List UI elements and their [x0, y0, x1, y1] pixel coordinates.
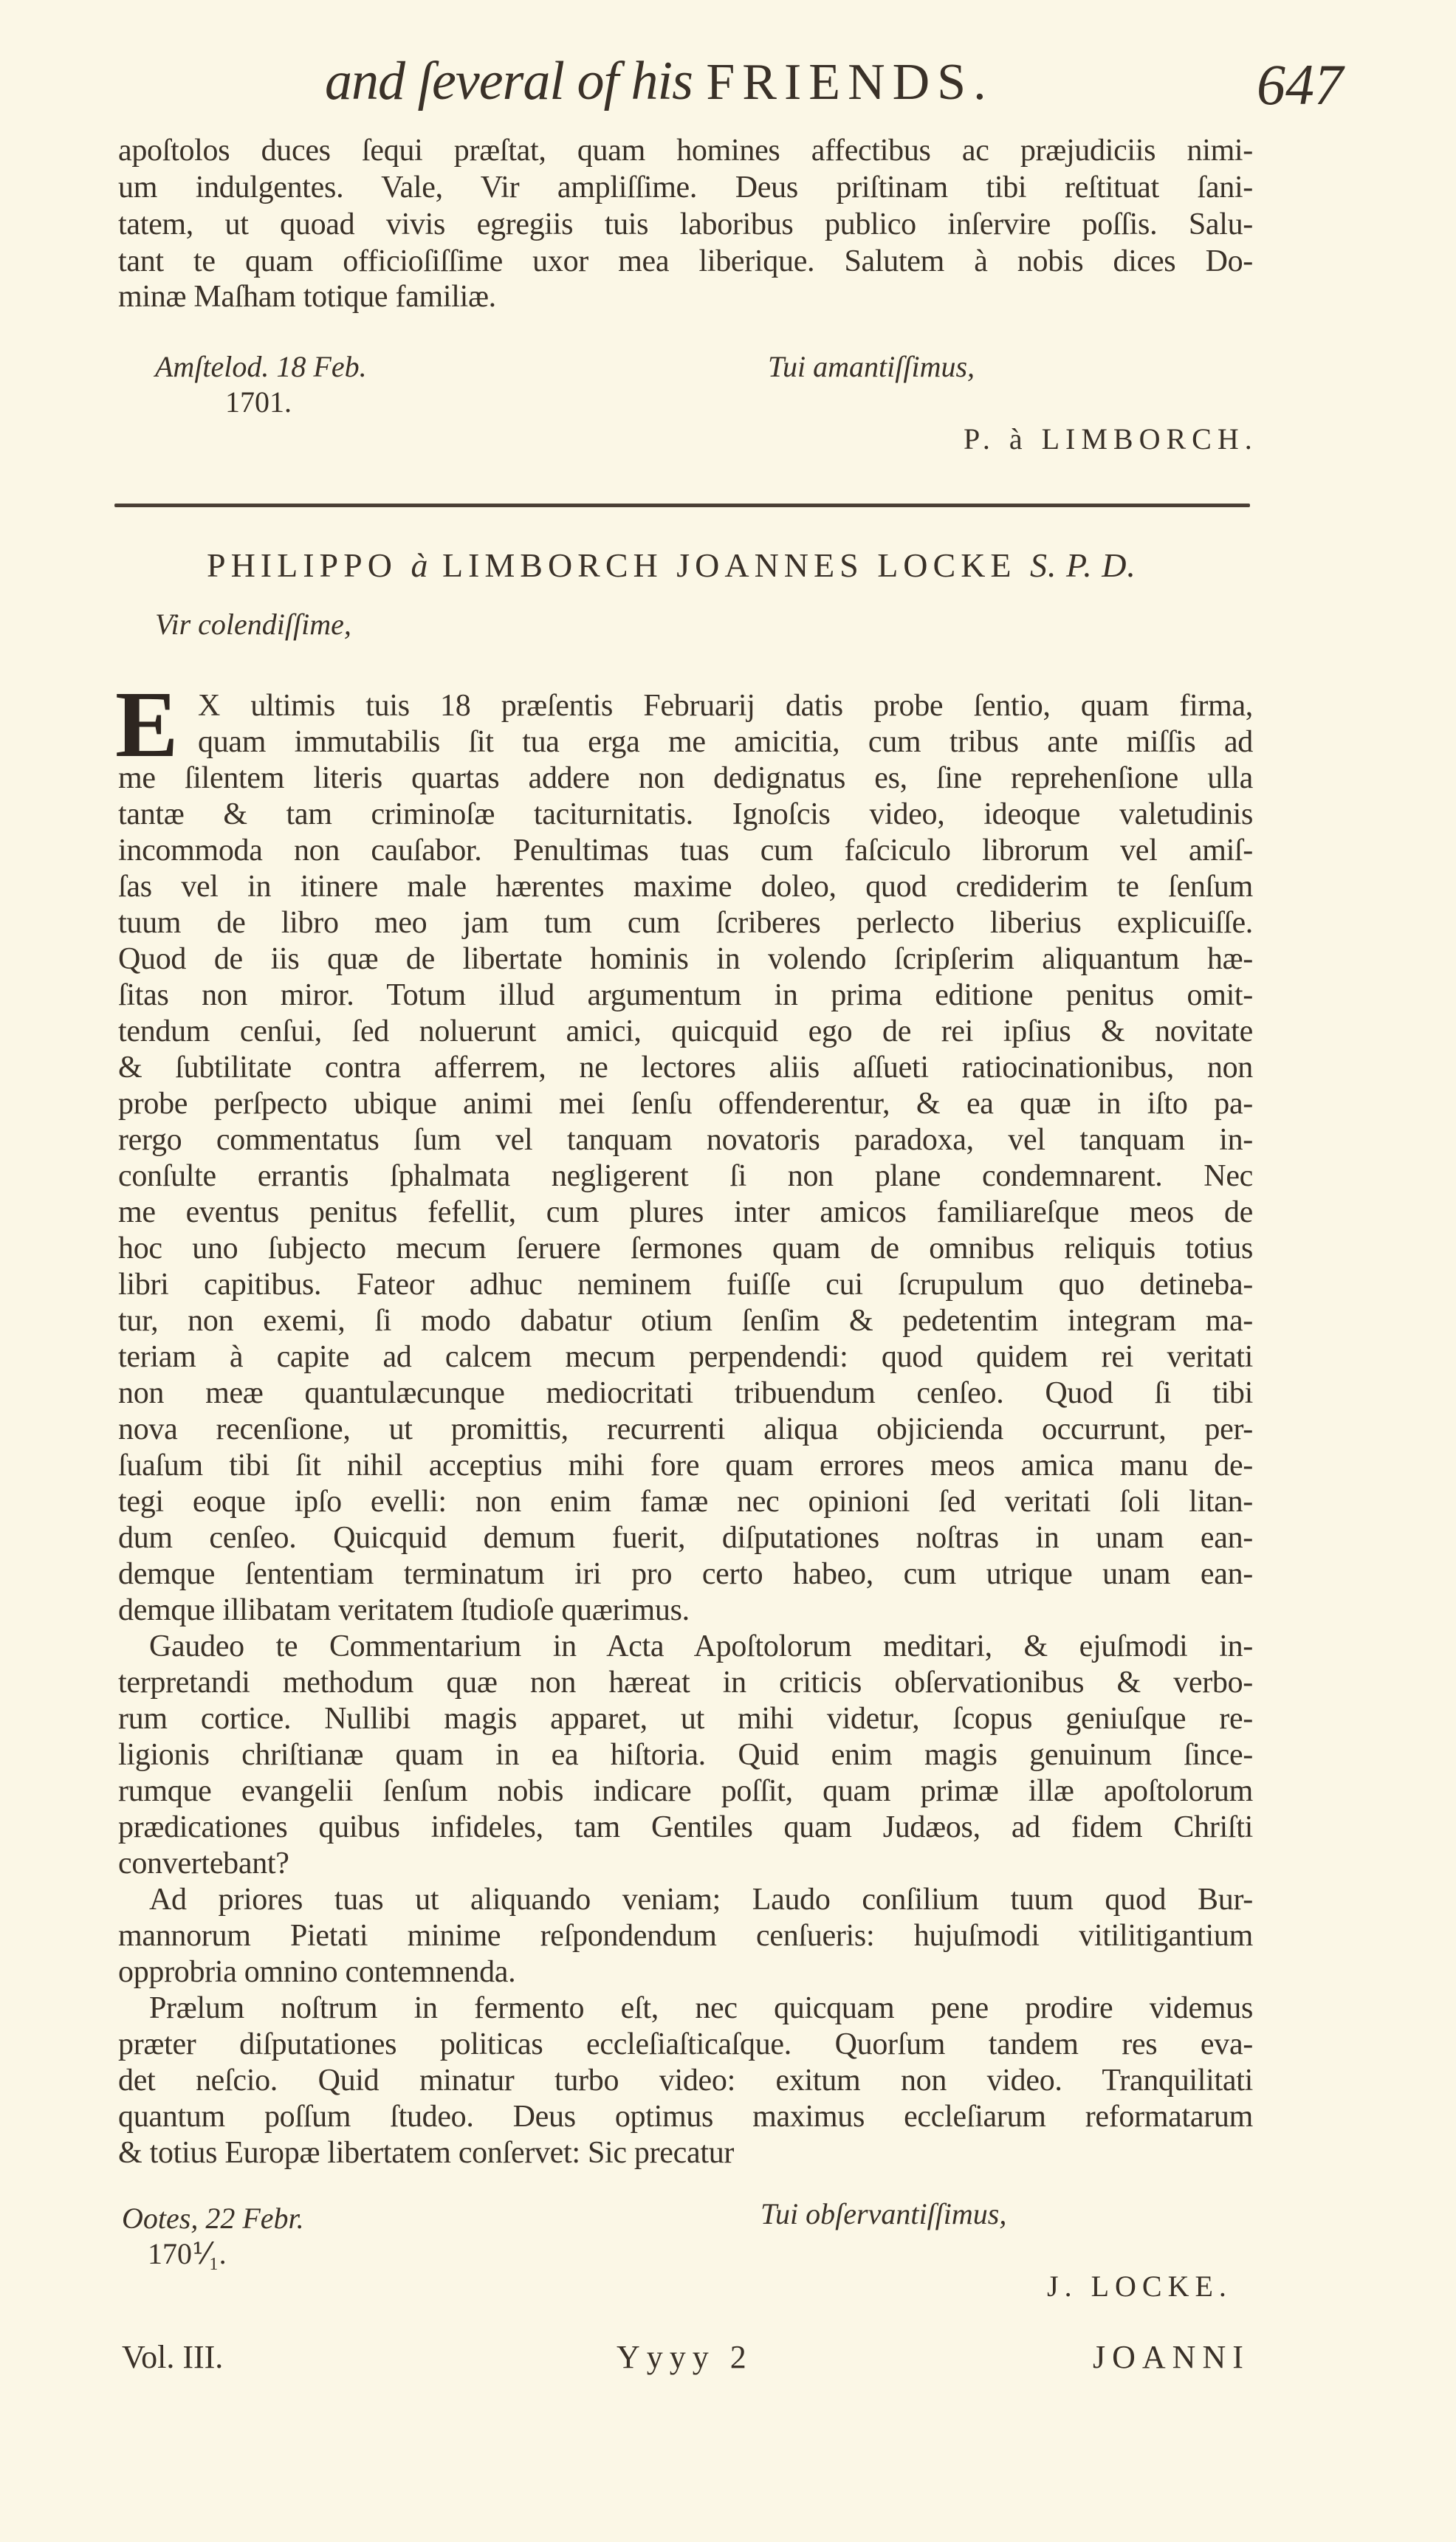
text-line: præter diſputationes politicas eccleſiaſticaſque. Quorſum tandem res eva- [118, 2027, 1253, 2061]
text-line: prædicationes quibus infideles, tam Gentiles quam Judæos, ad fidem Chriſti [118, 1810, 1253, 1844]
text-line: um indulgentes. Vale, Vir ampliſſime. Deus priſtinam tibi reſtituat ſani- [118, 171, 1253, 205]
text-line: probe perſpecto ubique animi mei ſenſu offenderentur, & ea quæ in iſto pa- [118, 1087, 1253, 1121]
text-line: mannorum Pietati minime reſpondendum cenſueris: hujuſmodi vitilitigantium [118, 1919, 1253, 1953]
text-line: minæ Maſham totique familiæ. [118, 280, 496, 314]
text-line: me ſilentem literis quartas addere non dedignatus es, ſine reprehenſione ulla [118, 761, 1253, 795]
text-line: libri capitibus. Fateor adhuc neminem fuiſſe cui ſcrupulum quo detineba- [118, 1268, 1253, 1302]
text-line: tur, non exemi, ſi modo dabatur otium ſenſim & pedetentim integram ma- [118, 1304, 1253, 1338]
signature-mark: Yyyy 2 [617, 2339, 753, 2375]
text-line: rumque evangelii ſenſum nobis indicare poſſit, quam primæ illæ apoſtolorum [118, 1774, 1253, 1808]
running-head-italic: and ſeveral of his [325, 51, 693, 111]
text-line: tant te quam officioſiſſime uxor mea liberique. Salutem à nobis dices Do- [118, 244, 1253, 278]
heading-names: LIMBORCH JOANNES LOCKE [442, 546, 1017, 584]
text-line: hoc uno ſubjecto mecum ſeruere ſermones quam de omnibus reliquis totius [118, 1232, 1253, 1265]
text-line: rum cortice. Nullibi magis apparet, ut mihi videtur, ſcopus geniuſque re- [118, 1702, 1253, 1736]
drop-cap: E [115, 672, 179, 777]
text-line: tegi eoque ipſo evelli: non enim famæ nec opinioni ſed veritati ſoli litan- [118, 1485, 1253, 1519]
heading-greeting-abbrev: S. P. D. [1030, 546, 1136, 584]
text-line: conſulte errantis ſphalmata negligerent ſi non plane condemnarent. Nec [118, 1159, 1253, 1193]
text-line: ſuaſum tibi ſit nihil acceptius mihi fore quam errores meos amica manu de- [118, 1449, 1253, 1483]
text-line: tendum cenſui, ſed noluerunt amici, quicquid ego de rei ipſius & novitate [118, 1014, 1253, 1048]
text-line: Ad priores tuas ut aliquando veniam; Laudo conſilium tuum quod Bur- [149, 1883, 1253, 1917]
text-line: terpretandi methodum quæ non hæreat in criticis obſervationibus & verbo- [118, 1666, 1253, 1700]
page-number: 647 [1257, 52, 1343, 117]
year: 1701. [225, 385, 292, 419]
text-line: Quod de iis quæ de libertate hominis in volendo ſcripſerim aliquantum hæ- [118, 942, 1253, 976]
text-line: Prælum noſtrum in fermento eſt, nec quicquam pene prodire videmus [149, 1991, 1253, 2025]
year: 170⅟₁. [148, 2237, 227, 2270]
volume-label: Vol. III. [122, 2339, 224, 2375]
text-line: X ultimis tuis 18 præſentis Februarij datis probe ſentio, quam firma, [198, 689, 1253, 723]
letter-heading [207, 546, 1136, 585]
valediction: Tui amantiſſimus, [768, 350, 975, 383]
text-line: tantæ & tam criminoſæ taciturnitatis. Ignoſcis video, ideoque valetudinis [118, 797, 1253, 831]
valediction: Tui obſervantiſſimus, [760, 2197, 1007, 2230]
text-line: tatem, ut quoad vivis egregiis tuis laboribus publico inſervire poſſis. Salu- [118, 207, 1253, 241]
text-line: tuum de libro meo jam tum cum ſcriberes perlecto liberius explicuiſſe. [118, 906, 1253, 940]
signature: P. à LIMBORCH. [964, 422, 1258, 456]
text-line: & ſubtilitate contra afferrem, ne lectores aliis aſſueti ratiocinationibus, non [118, 1051, 1253, 1085]
signature: J. LOCKE. [1047, 2270, 1232, 2303]
text-line: & totius Europæ libertatem conſervet: Sic precatur [118, 2136, 735, 2170]
running-head [325, 52, 994, 112]
section-rule [114, 504, 1250, 507]
text-line: quantum poſſum ſtudeo. Deus optimus maximus eccleſiarum reformatarum [118, 2100, 1253, 2134]
text-line: non meæ quantulæcunque mediocritati tribuendum cenſeo. Quod ſi tibi [118, 1376, 1253, 1410]
text-line: opprobria omnino contemnenda. [118, 1955, 516, 1989]
text-line: dum cenſeo. Quicquid demum fuerit, diſputationes noſtras in unam ean- [118, 1521, 1253, 1555]
text-line: teriam à capite ad calcem mecum perpendendi: quod quidem rei veritati [118, 1340, 1253, 1374]
text-line: rergo commentatus ſum vel tanquam novatoris paradoxa, vel tanquam in- [118, 1123, 1253, 1157]
text-line: convertebant? [118, 1847, 289, 1880]
place-date: Amſtelod. 18 Feb. [155, 350, 367, 383]
text-line: demque illibatam veritatem ſtudioſe quærimus. [118, 1593, 690, 1627]
catchword: JOANNI [1093, 2339, 1250, 2375]
running-head-caps: FRIENDS. [706, 54, 994, 111]
text-line: incommoda non cauſabor. Penultimas tuas cum faſciculo librorum vel amiſ- [118, 834, 1253, 868]
heading-particle: à [411, 546, 429, 584]
place-date: Ootes, 22 Febr. [122, 2202, 304, 2235]
text-line: Gaudeo te Commentarium in Acta Apoſtolorum meditari, & ejuſmodi in- [149, 1629, 1253, 1663]
text-line: apoſtolos duces ſequi præſtat, quam homines affectibus ac præjudiciis nimi- [118, 134, 1253, 168]
salutation: Vir colendiſſime, [155, 608, 351, 641]
text-line: nova recenſione, ut promittis, recurrenti aliqua objicienda occurrunt, per- [118, 1412, 1253, 1446]
text-line: demque ſententiam terminatum iri pro certo habeo, cum utrique unam ean- [118, 1557, 1253, 1591]
text-line: ſitas non miror. Totum illud argumentum in prima editione penitus omit- [118, 978, 1253, 1012]
text-line: me eventus penitus fefellit, cum plures inter amicos familiareſque meos de [118, 1195, 1253, 1229]
text-line: ſas vel in itinere male hærentes maxime doleo, quod crediderim te ſenſum [118, 870, 1253, 904]
text-line: ligionis chriſtianæ quam in ea hiſtoria. Quid enim magis genuinum ſince- [118, 1738, 1253, 1772]
text-line: quam immutabilis ſit tua erga me amicitia, cum tribus ante miſſis ad [198, 725, 1253, 759]
text-line: det neſcio. Quid minatur turbo video: exitum non video. Tranquilitati [118, 2064, 1253, 2098]
heading-recipient: PHILIPPO [207, 546, 397, 584]
